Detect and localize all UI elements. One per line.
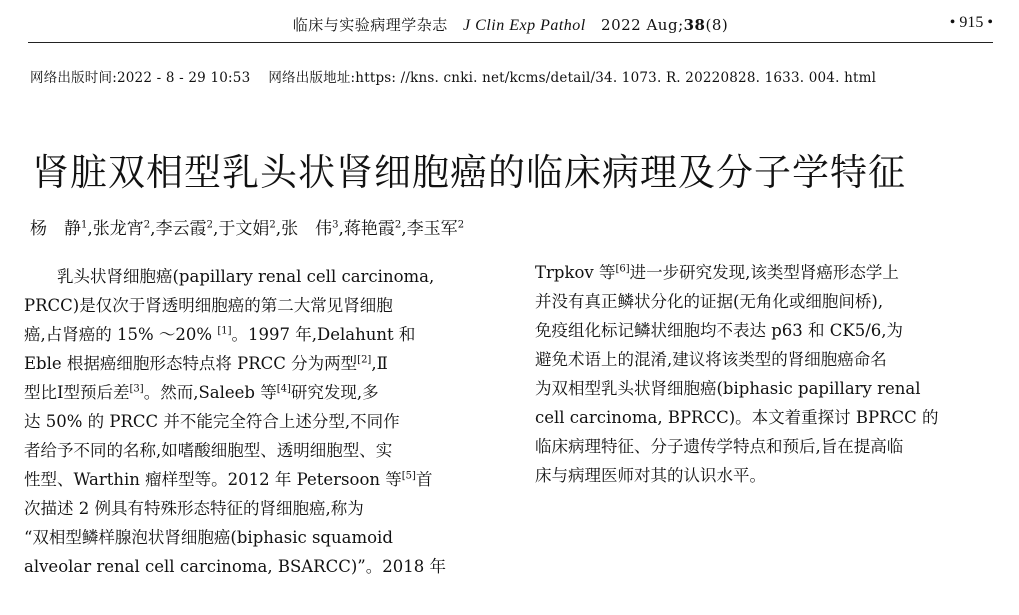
citation-ref[interactable]: [3] bbox=[129, 383, 144, 395]
author-name: 张 伟 bbox=[281, 219, 333, 239]
text-segment: 并没有真正鳞状分化的证据(无角化或细胞间桥), bbox=[535, 292, 884, 311]
body-text-line bbox=[535, 345, 995, 374]
body-text-line bbox=[24, 378, 484, 407]
text-segment: 乳头状肾细胞癌(papillary renal cell carcinoma, bbox=[57, 267, 435, 286]
author-name: 蒋艳霞 bbox=[343, 219, 395, 239]
author-affiliation-mark: 2 bbox=[457, 219, 465, 231]
text-segment: 癌,占肾癌的 15% ～20% bbox=[24, 325, 218, 344]
body-text-line bbox=[535, 316, 995, 345]
author-affiliation-mark: 2 bbox=[394, 219, 402, 231]
text-segment: 。1997 年,Delahunt 和 bbox=[231, 325, 416, 344]
body-text-line bbox=[24, 436, 484, 465]
citation-ref[interactable]: [1] bbox=[217, 325, 232, 337]
text-segment: cell carcinoma, BPRCC)。本文着重探讨 BPRCC 的 bbox=[535, 408, 939, 427]
body-text-line bbox=[24, 494, 484, 523]
author-name: 杨 静 bbox=[30, 219, 81, 239]
body-text-line bbox=[535, 403, 995, 432]
text-segment: 进一步研究发现,该类型肾癌形态学上 bbox=[629, 263, 899, 282]
text-segment: Trpkov 等 bbox=[535, 263, 616, 282]
body-text-line bbox=[535, 258, 995, 287]
journal-name-en: J Clin Exp Pathol bbox=[463, 17, 586, 34]
journal-name-cn: 临床与实验病理学杂志 bbox=[292, 16, 448, 34]
text-segment: “双相型鳞样腺泡状肾细胞癌(biphasic squamoid bbox=[24, 528, 393, 547]
text-segment: 临床病理特征、分子遗传学特点和预后,旨在提高临 bbox=[535, 437, 904, 456]
text-segment: Eble 根据癌细胞形态特点将 PRCC 分为两型 bbox=[24, 354, 358, 373]
text-segment: 者给予不同的名称,如嗜酸细胞型、透明细胞型、实 bbox=[24, 441, 393, 460]
author-name: 李玉军 bbox=[406, 219, 458, 239]
author-affiliation-mark: 2 bbox=[143, 219, 151, 231]
publication-time: 网络出版时间:2022 - 8 - 29 10:53 bbox=[30, 70, 251, 86]
running-header bbox=[28, 10, 993, 43]
text-segment: alveolar renal cell carcinoma, BSARCC)”。2018 年 bbox=[24, 557, 446, 576]
text-segment: 床与病理医师对其的认识水平。 bbox=[535, 466, 766, 485]
journal-citation bbox=[28, 14, 993, 35]
citation-ref[interactable]: [6] bbox=[615, 263, 630, 275]
author-affiliation-mark: 2 bbox=[269, 219, 276, 231]
body-text-line bbox=[535, 287, 995, 316]
text-segment: 达 50% 的 PRCC 并不能完全符合上述分型,不同作 bbox=[24, 412, 400, 431]
text-segment: 免疫组化标记鳞状细胞均不表达 p63 和 CK5/6,为 bbox=[535, 321, 904, 340]
body-column-right bbox=[535, 258, 995, 490]
text-segment: 性型、Warthin 瘤样型等。2012 年 Petersoon 等 bbox=[24, 470, 402, 489]
body-text-line bbox=[24, 291, 484, 320]
publication-address[interactable]: 网络出版地址:https: //kns. cnki. net/kcms/detail/34. 1073. R. 20220828. 1633. 004. html bbox=[268, 70, 877, 86]
body-text-line bbox=[24, 465, 484, 494]
text-segment: 避免术语上的混淆,建议将该类型的肾细胞癌命名 bbox=[535, 350, 887, 369]
text-segment: 为双相型乳头状肾细胞癌(biphasic papillary renal bbox=[535, 379, 921, 398]
article-title: 肾脏双相型乳头状肾细胞癌的临床病理及分子学特征 bbox=[32, 151, 906, 194]
body-text-line bbox=[24, 523, 484, 552]
citation-ref[interactable]: [4] bbox=[276, 383, 291, 395]
body-text-line bbox=[24, 320, 484, 349]
author-list: 杨 静$^1$,张龙宵$^2$,李云霞$^2$,于文娟$^2$,张 伟$^3$,蒋艳霞$^2$,李玉军$^2$ bbox=[30, 219, 465, 239]
body-text-line bbox=[24, 349, 484, 378]
author-name: 张龙宵 bbox=[92, 219, 144, 239]
author-affiliation-mark: 3 bbox=[332, 219, 339, 231]
citation-ref[interactable]: [5] bbox=[401, 470, 416, 482]
body-text-line bbox=[535, 461, 995, 490]
author-name: 于文娟 bbox=[218, 219, 270, 239]
author-name: 李云霞 bbox=[155, 219, 207, 239]
text-segment: 型比Ⅰ型预后差 bbox=[24, 383, 130, 402]
author-affiliation-mark: 2 bbox=[206, 219, 213, 231]
online-publication-info bbox=[30, 66, 876, 86]
text-segment: PRCC)是仅次于肾透明细胞癌的第二大常见肾细胞 bbox=[24, 296, 393, 315]
body-text-line bbox=[535, 432, 995, 461]
text-segment: ,Ⅱ bbox=[371, 354, 388, 373]
body-text-line bbox=[535, 374, 995, 403]
issue-info: 2022 Aug;38(8) bbox=[601, 16, 729, 34]
page-number: • 915 • bbox=[949, 14, 993, 31]
text-segment: 研究发现,多 bbox=[290, 383, 379, 402]
text-segment: 首 bbox=[415, 470, 433, 489]
body-text-line bbox=[24, 262, 484, 291]
text-segment: 次描述 2 例具有特殊形态特征的肾细胞癌,称为 bbox=[24, 499, 364, 518]
author-affiliation-mark: 1 bbox=[81, 219, 88, 231]
body-column-left bbox=[24, 262, 484, 581]
body-text-line bbox=[24, 407, 484, 436]
body-text-line bbox=[24, 552, 484, 581]
text-segment: 。然而,Saleeb 等 bbox=[143, 383, 277, 402]
citation-ref[interactable]: [2] bbox=[357, 354, 372, 366]
